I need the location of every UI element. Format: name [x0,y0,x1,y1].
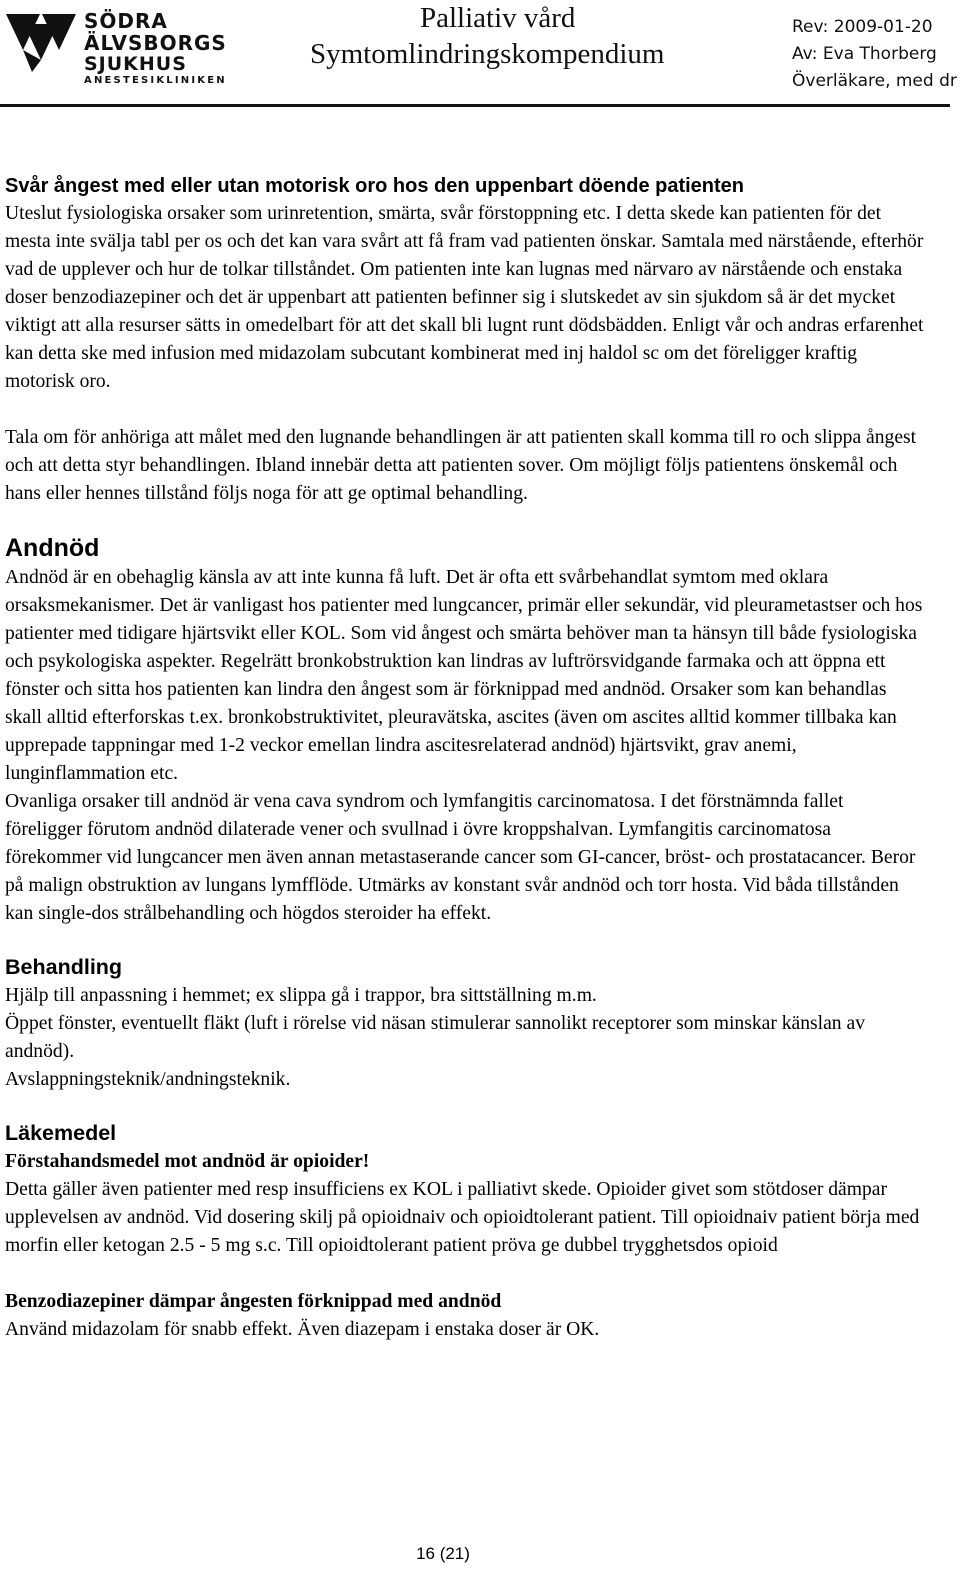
logo-line2: SJUKHUS [84,53,187,75]
section-heading-medication: Läkemedel [5,1121,117,1145]
logo-emblem-icon [4,10,78,74]
paragraph-dyspnea-1: Andnöd är en obehaglig känsla av att inte kunna få luft. Det är ofta ett svårbehandlat symtom med oklara orsaksmekanismer. Det är vanligast hos patienter med lungcancer, primär eller sekundär, vid pleurametastser och hos patienter med tidigare hjärtsvikt eller KOL. Som vid ångest och smärta behöver man ta hänsyn till både fysiologiska och psykologiska aspekter. Regelrätt bronkobstruktion kan lindras av luftrörsvidgande farmaka och att öppna ett fönster och sitta hos patienten kan lindra den ångest som är förknippad med andnöd. Orsaker som kan behandlas skall alltid efterforskas t.ex. bronkobstruktivitet, pleuravätska, ascites (även om ascites alltid kommer tillbaka kan upprepade tappningar med 1-2 veckor emellan lindra ascitesrelaterad andnöd) hjärtsvikt, grav anemi, lunginflammation etc. [5,567,923,784]
title-line1: Palliativ vård [420,2,576,34]
hospital-logo [4,6,284,86]
paragraph-opioids: Detta gäller även patienter med resp insufficiens ex KOL i palliativt skede. Opioider givet som stötdoser dämpar upplevelsen av andnöd. Vid dosering skilj på opioidnaiv och opioidtolerant patient. Till opioidnaiv patient börja med morfin eller ketogan 2.5 - 5 mg s.c. Till opioidtolerant patient pröva ge dubbel trygghetsdos opioid [5,1179,920,1256]
treatment-line-3: Avslappningsteknik/andningsteknik. [5,1069,291,1090]
header-divider [0,104,950,107]
document-title [310,0,664,72]
medication-subheading-opioids: Förstahandsmedel mot andnöd är opioider! [5,1151,370,1172]
page-header [0,0,960,112]
document-meta [792,14,957,95]
paragraph-dyspnea-2: Ovanliga orsaker till andnöd är vena cava syndrom och lymfangitis carcinomatosa. I det förstnämnda fallet föreligger förutom andnöd dilaterade vener och svullnad i övre kroppshalvan. Lymfangitis carcinomatosa förekommer vid lungcancer men även annan metastaserande cancer som GI-cancer, bröst- och prostatacancer. Beror på malign obstruktion av lungans lymfflöde. Utmärks av konstant svår andnöd och torr hosta. Vid båda tillstånden kan single-dos strålbehandling och högdos steroider ha effekt. [5,791,916,924]
medication-subheading-benzodiazepines: Benzodiazepiner dämpar ångesten förknippad med andnöd [5,1291,502,1312]
section-heading-treatment: Behandling [5,955,123,979]
author-title: Överläkare, med dr [792,71,957,91]
title-line2: Symtomlindringskompendium [310,38,665,70]
document-body [5,172,925,1344]
author: Av: Eva Thorberg [792,44,937,64]
treatment-line-2: Öppet fönster, eventuellt fläkt (luft i rörelse vid näsan stimulerar sannolikt receptorer som minskar känslan av andnöd). [5,1013,865,1062]
logo-line1: SÖDRA ÄLVSBORGS [84,9,227,55]
section-heading-anxiety: Svår ångest med eller utan motorisk oro hos den uppenbart döende patienten [5,175,745,197]
paragraph-anxiety-1: Uteslut fysiologiska orsaker som urinretention, smärta, svår förstoppning etc. I detta skede kan patienten för det mesta inte svälja tabl per os och det kan vara svårt att få fram vad patienten önskar. Samtala med närstående, efterhör vad de upplever och hur de tolkar tillståndet. Om patienten inte kan lugnas med närvaro av närstående och enstaka doser benzodiazepiner och det är uppenbart att patienten befinner sig i slutskedet av sin sjukdom så är det mycket viktigt att alla resurser sätts in omedelbart för att det skall bli lugnt runt dödsbädden. Enligt vår och andras erfarenhet kan detta ske med infusion med midazolam subcutant kombinerat med inj haldol sc om det föreligger kraftig motorisk oro. [5,203,924,392]
paragraph-benzodiazepines: Använd midazolam för snabb effekt. Även diazepam i enstaka doser är OK. [5,1319,600,1340]
paragraph-anxiety-2: Tala om för anhöriga att målet med den lugnande behandlingen är att patienten skall komma till ro och slippa ångest och att detta styr behandlingen. Ibland innebär detta att patienten sover. Om möjligt följs patientens önskemål och hans eller hennes tillstånd följs noga för att ge optimal behandling. [5,427,917,504]
treatment-line-1: Hjälp till anpassning i hemmet; ex slippa gå i trappor, bra sittställning m.m. [5,985,597,1006]
logo-line3: ANESTESIKLINIKEN [84,75,227,86]
page-number: 16 (21) [416,1544,470,1563]
section-heading-dyspnea: Andnöd [5,534,100,562]
revision-date: Rev: 2009-01-20 [792,17,933,37]
